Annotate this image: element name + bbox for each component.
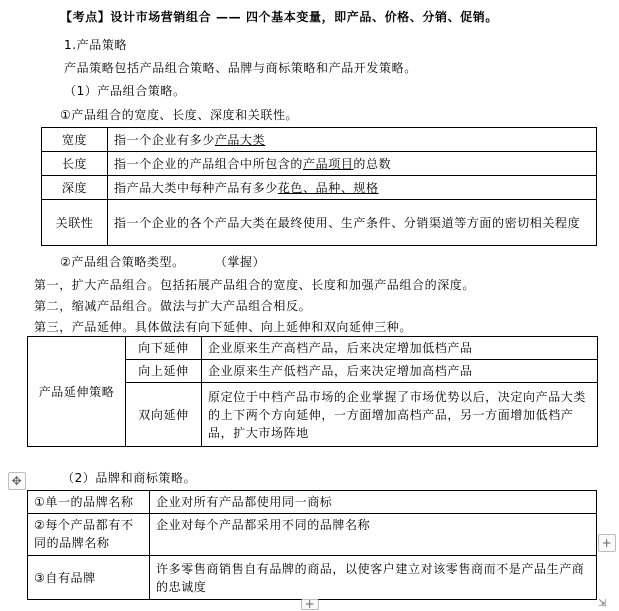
row-label: 深度	[42, 176, 108, 200]
item-dimensions: ①产品组合的宽度、长度、深度和关联性。	[60, 108, 299, 122]
category-cell: 产品延伸策略	[28, 337, 126, 447]
heading-title: 设计市场营销组合 —— 四个基本变量，即产品、价格、分销、促销。	[110, 10, 498, 24]
table-row	[42, 128, 597, 152]
subsection-title-brand: （2）品牌和商标策略。	[62, 471, 197, 485]
paragraph-expand: 第一，扩大产品组合。包括拓展产品组合的宽度、长度和加强产品组合的深度。	[34, 278, 476, 292]
row-label: 向下延伸	[126, 337, 202, 360]
row-label: 向上延伸	[126, 360, 202, 383]
add-column-button[interactable]: +	[598, 534, 616, 552]
row-label: 双向延伸	[126, 383, 202, 447]
add-row-button[interactable]: +	[301, 599, 319, 610]
row-label: ③自有品牌	[28, 556, 150, 600]
row-desc: 指一个企业有多少产品大类	[108, 128, 597, 152]
subsection-title-portfolio: （1）产品组合策略。	[64, 84, 186, 98]
heading	[60, 9, 498, 25]
paragraph-reduce: 第二，缩减产品组合。做法与扩大产品组合相反。	[34, 299, 312, 313]
table-row	[42, 152, 597, 176]
section-title-product: 1.产品策略	[64, 38, 128, 52]
row-desc: 企业原来生产低档产品，后来决定增加高档产品	[202, 360, 598, 383]
master-note: （掌握）	[214, 255, 266, 269]
extension-table	[27, 336, 598, 447]
row-label: ②每个产品都有不同的品牌名称	[28, 514, 150, 556]
intro-paragraph: 产品策略包括产品组合策略、品牌与商标策略和产品开发策略。	[64, 61, 417, 75]
row-desc: 指一个企业的产品组合中所包含的产品项目的总数	[108, 152, 597, 176]
item-strategy-types: ②产品组合策略类型。 （掌握）	[60, 255, 266, 269]
row-desc: 指一个企业的各个产品大类在最终使用、生产条件、分销渠道等方面的密切相关程度	[108, 200, 597, 246]
table-row	[42, 200, 597, 246]
dimensions-table	[41, 127, 597, 246]
row-label: 关联性	[42, 200, 108, 246]
move-icon[interactable]: ✥	[8, 472, 26, 490]
row-desc: 原定位于中档产品市场的企业掌握了市场优势以后，决定向产品大类的上下两个方向延伸，一方面增加高档产品，另一方面增加低档产品，扩大市场阵地	[202, 383, 598, 447]
table-row	[28, 556, 597, 600]
table-row	[28, 514, 597, 556]
table-row	[28, 491, 597, 514]
table-row	[42, 176, 597, 200]
row-desc: 许多零售商销售自有品牌的商品，以使客户建立对该零售商而不是产品生产商的忠诚度	[150, 556, 597, 600]
row-label: ①单一的品牌名称	[28, 491, 150, 514]
heading-prefix: 【考点】	[60, 10, 111, 24]
paragraph-extend: 第三，产品延伸。具体做法有向下延伸、向上延伸和双向延伸三种。	[34, 320, 413, 334]
row-label: 长度	[42, 152, 108, 176]
row-desc: 企业对所有产品都使用同一商标	[150, 491, 597, 514]
row-desc: 企业对每个产品都采用不同的品牌名称	[150, 514, 597, 556]
row-label: 宽度	[42, 128, 108, 152]
brand-table	[27, 490, 597, 600]
resize-handle-icon[interactable]: ⇲	[598, 598, 607, 609]
row-desc: 指产品大类中每种产品有多少花色、品种、规格	[108, 176, 597, 200]
row-desc: 企业原来生产高档产品，后来决定增加低档产品	[202, 337, 598, 360]
table-row	[28, 337, 598, 360]
